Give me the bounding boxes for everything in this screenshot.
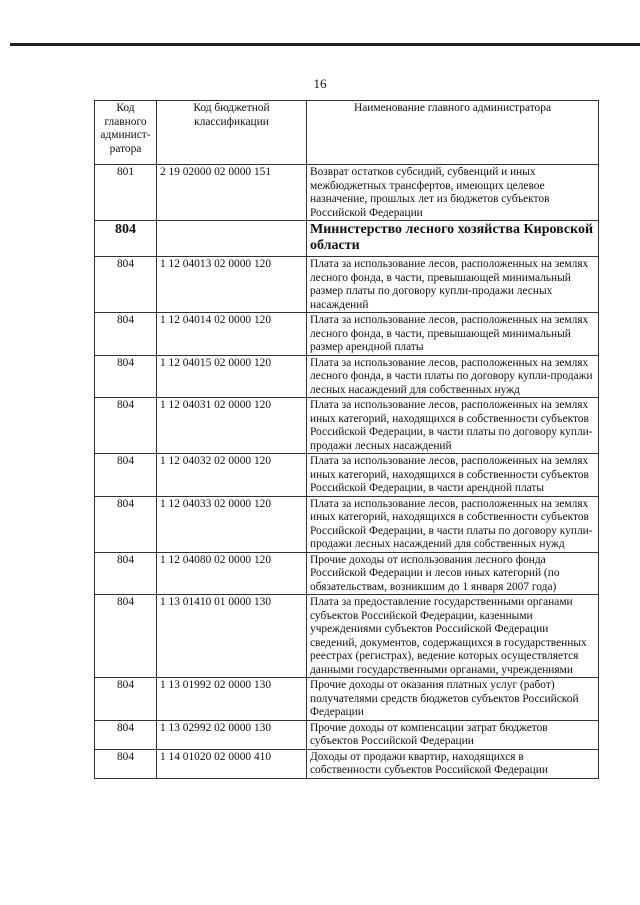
admin-code-cell: 804 (95, 398, 157, 454)
page-number: 16 (313, 76, 327, 91)
header-admin-code: Код главного админист-ратора (95, 101, 157, 165)
admin-code-cell: 801 (95, 165, 157, 221)
header-admin-name: Наименование главного администратора (307, 101, 599, 165)
table-row (95, 552, 599, 595)
table-row (95, 355, 599, 398)
budget-code-cell: 1 12 04031 02 0000 120 (157, 398, 307, 454)
admin-code-cell: 804 (95, 355, 157, 398)
table-row (95, 678, 599, 721)
budget-code-cell: 1 13 02992 02 0000 130 (157, 720, 307, 749)
budget-code-cell: 1 14 01020 02 0000 410 (157, 749, 307, 778)
budget-code-cell: 1 12 04033 02 0000 120 (157, 496, 307, 552)
header-budget-code: Код бюджетной классификации (157, 101, 307, 165)
admin-name-cell: Плата за использование лесов, расположенных на землях лесного фонда, в части, превышающей минимальный размер платы по договору купли-продажи лесных насаждений (307, 257, 599, 313)
admin-code-cell: 804 (95, 221, 157, 257)
table-row (95, 720, 599, 749)
table-row (95, 496, 599, 552)
table-row (95, 165, 599, 221)
admin-name-cell: Министерство лесного хозяйства Кировской области (307, 221, 599, 257)
admin-name-cell: Плата за использование лесов, расположенных на землях лесного фонда, в части платы по договору купли-продажи лесных насаждений для собственных нужд (307, 355, 599, 398)
admin-name-cell: Плата за предоставление государственными органами субъектов Российской Федерации, казенными учреждениями субъектов Российской Федерации сведений, документов, содержащихся в государственных реестрах (регистрах), ведение которых осуществляется данными государственными органами, учреждениями (307, 595, 599, 678)
admin-name-cell: Прочие доходы от использования лесного фонда Российской Федерации и лесов иных категорий (по обязательствам, возникшим до 1 января 2007 года) (307, 552, 599, 595)
admin-name-cell: Прочие доходы от оказания платных услуг (работ) получателями средств бюджетов субъектов Российской Федерации (307, 678, 599, 721)
admin-name-cell: Возврат остатков субсидий, субвенций и иных межбюджетных трансфертов, имеющих целевое назначение, прошлых лет из бюджетов субъектов Российской Федерации (307, 165, 599, 221)
admin-code-cell: 804 (95, 749, 157, 778)
admin-code-cell: 804 (95, 595, 157, 678)
table-row (95, 313, 599, 356)
budget-code-cell: 1 13 01992 02 0000 130 (157, 678, 307, 721)
table-header-row (95, 101, 599, 165)
budget-code-cell: 1 12 04015 02 0000 120 (157, 355, 307, 398)
admin-name-cell: Плата за использование лесов, расположенных на землях иных категорий, находящихся в собственности субъектов Российской Федерации, в части платы по договору купли-продажи лесных насаждений (307, 398, 599, 454)
admin-name-cell: Плата за использование лесов, расположенных на землях иных категорий, находящихся в собственности субъектов Российской Федерации, в части арендной платы (307, 454, 599, 497)
admin-code-cell: 804 (95, 313, 157, 356)
admin-name-cell: Плата за использование лесов, расположенных на землях иных категорий, находящихся в собственности субъектов Российской Федерации, в части платы по договору купли-продажи лесных насаждений для собственных нужд (307, 496, 599, 552)
budget-code-cell: 1 13 01410 01 0000 130 (157, 595, 307, 678)
admin-code-cell: 804 (95, 720, 157, 749)
admin-name-cell: Доходы от продажи квартир, находящихся в собственности субъектов Российской Федерации (307, 749, 599, 778)
section-row (95, 221, 599, 257)
admin-code-cell: 804 (95, 552, 157, 595)
budget-code-cell: 1 12 04013 02 0000 120 (157, 257, 307, 313)
admin-name-cell: Прочие доходы от компенсации затрат бюджетов субъектов Российской Федерации (307, 720, 599, 749)
table-row (95, 749, 599, 778)
table-body (95, 165, 599, 779)
budget-code-cell (157, 221, 307, 257)
table-row (95, 398, 599, 454)
table-row (95, 454, 599, 497)
table-row (95, 595, 599, 678)
budget-code-cell: 1 12 04014 02 0000 120 (157, 313, 307, 356)
top-rule (10, 43, 640, 46)
table-row (95, 257, 599, 313)
admin-name-cell: Плата за использование лесов, расположенных на землях лесного фонда, в части, превышающей минимальный размер арендной платы (307, 313, 599, 356)
budget-classification-table (94, 100, 599, 779)
budget-code-cell: 2 19 02000 02 0000 151 (157, 165, 307, 221)
admin-code-cell: 804 (95, 454, 157, 497)
budget-code-cell: 1 12 04032 02 0000 120 (157, 454, 307, 497)
admin-code-cell: 804 (95, 496, 157, 552)
admin-code-cell: 804 (95, 257, 157, 313)
budget-code-cell: 1 12 04080 02 0000 120 (157, 552, 307, 595)
admin-code-cell: 804 (95, 678, 157, 721)
